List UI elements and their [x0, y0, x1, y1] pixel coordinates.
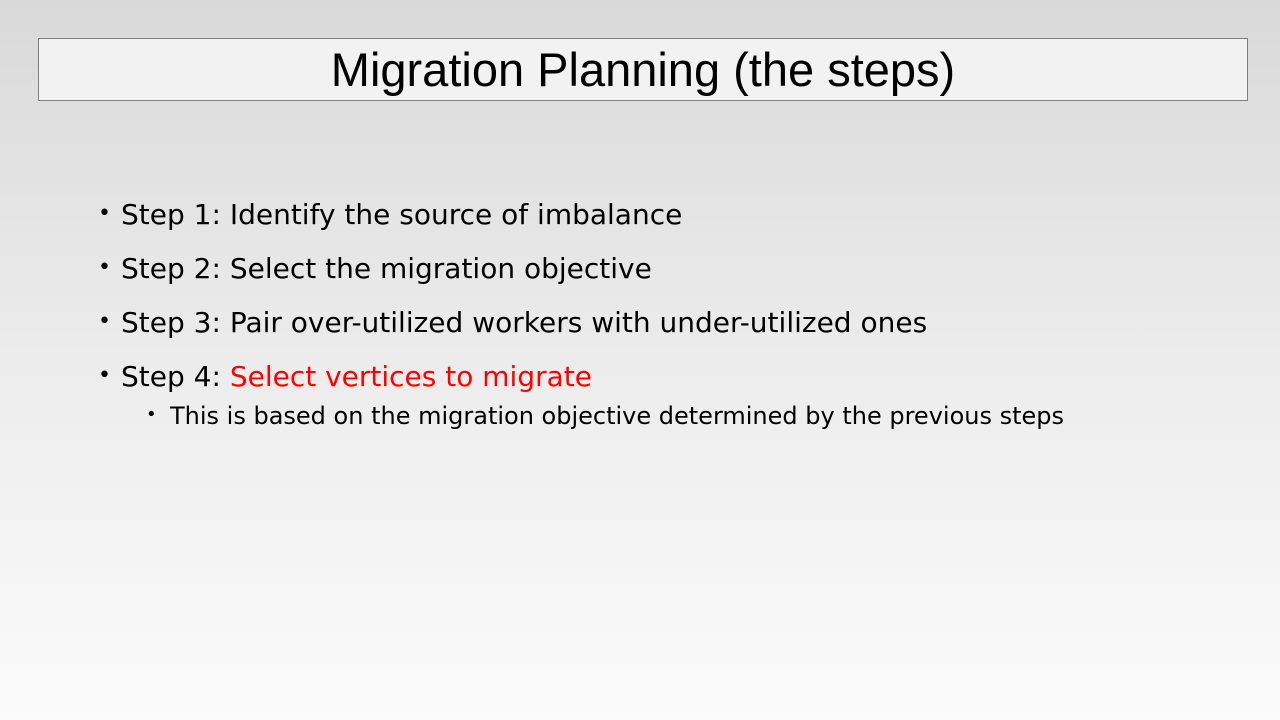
bullet-text-highlighted: Select vertices to migrate: [229, 360, 592, 393]
bullet-prefix: Step 2:: [121, 252, 230, 285]
bullet-text: Select the migration objective: [229, 252, 652, 285]
slide-title-box: [38, 38, 1248, 101]
bullet-step-2: [98, 248, 1218, 290]
bullet-step-1: [98, 194, 1218, 236]
bullet-list: [98, 194, 1218, 432]
bullet-text: Pair over-utilized workers with under-utilized ones: [229, 306, 928, 339]
bullet-text: Identify the source of imbalance: [229, 198, 683, 231]
sub-bullet: [146, 400, 1218, 432]
bullet-prefix: Step 1:: [121, 198, 230, 231]
bullet-dot-icon: •: [98, 201, 111, 226]
bullet-prefix: Step 3:: [121, 306, 230, 339]
bullet-step-3: [98, 302, 1218, 344]
sub-bullet-dot-icon: •: [146, 404, 157, 425]
bullet-dot-icon: •: [98, 309, 111, 334]
sub-bullet-text: This is based on the migration objective determined by the previous steps: [170, 402, 1065, 430]
slide-title: Migration Planning (the steps): [330, 43, 956, 96]
bullet-step-4: [98, 356, 1218, 398]
bullet-dot-icon: •: [98, 255, 111, 280]
bullet-prefix: Step 4:: [121, 360, 230, 393]
bullet-dot-icon: •: [98, 363, 111, 388]
